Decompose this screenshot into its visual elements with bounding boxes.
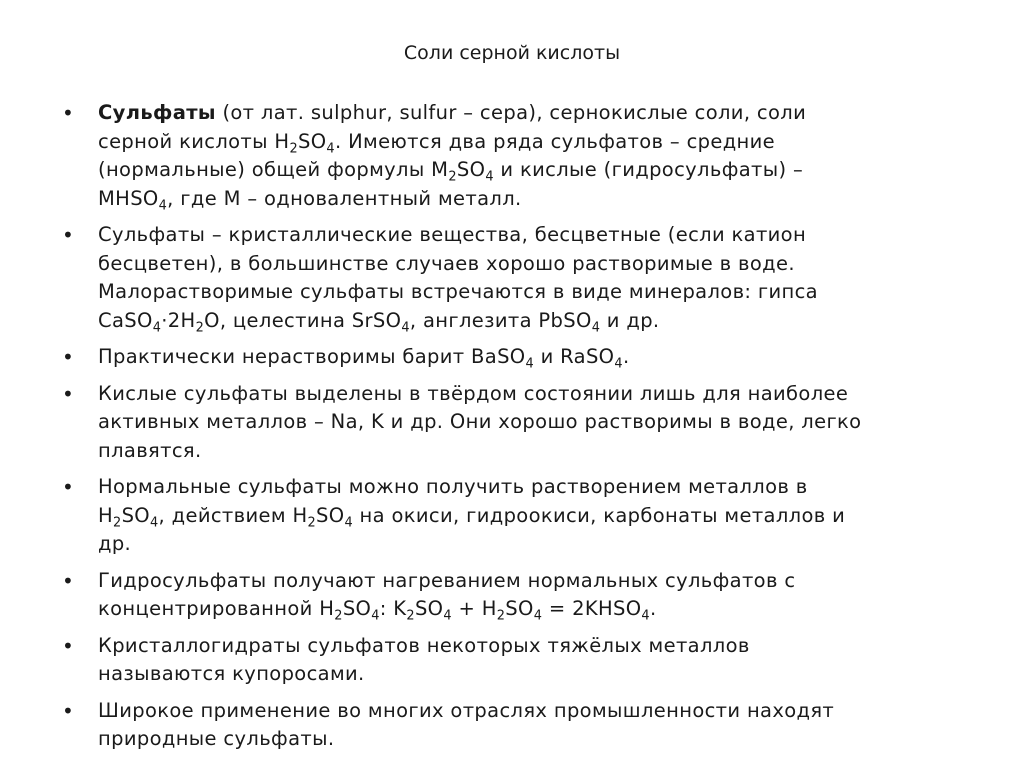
bullet-line: Практически нерастворимы барит BaSO$_4$ и RaSO$_4$. [98,345,630,372]
bullet-line: Кислые сульфаты выделены в твёрдом состоянии лишь для наиболее [98,381,849,405]
bullet-line: активных металлов – Na, K и др. Они хорошо растворимы в воде, легко [98,410,862,433]
bullet-line: Сульфаты (от лат. sulphur, sulfur – сера), сернокислые соли, соли [98,101,807,124]
bullet-line: $CaSO_4\cdot 2H_2O$, целестина SrSO$_4$, англезита PbSO$_4$ и др. [98,308,660,335]
bullet-line: Нормальные сульфаты можно получить растворением металлов в [98,475,808,498]
bullet-item [60,380,980,466]
bullet-item [60,473,980,559]
bullet-line: концентрированной $H_2SO_4$: $K_2SO_4 + H_2SO_4$ = $2KHSO_4$. [98,597,657,624]
bullet-item [60,221,980,335]
bullet-line: называются купоросами. [98,662,365,685]
bullet-line: $H_2SO_4$, действием $H_2SO_4$ на окиси, гидроокиси, карбонаты металлов и [98,503,846,530]
bullet-line: Кристаллогидраты сульфатов некоторых тяжёлых металлов [98,633,750,657]
bullet-dot-icon: • [62,698,75,723]
bullet-dot-icon: • [62,381,75,406]
bullet-line: $MHSO_4$, где M – одновалентный металл. [98,186,522,213]
bullet-dot-icon: • [62,475,75,499]
bullet-item [60,343,980,372]
bullet-line: др. [98,532,132,555]
bullet-dot-icon: • [62,101,75,125]
bullet-line: серной кислоты $H_2SO_4$. Имеются два ряда сульфатов – средние [98,129,776,156]
bullet-line: плавятся. [98,438,202,462]
bullet-line: Сульфаты – кристаллические вещества, бесцветные (если катион [98,223,807,246]
bullet-line: Широкое применение во многих отраслях промышленности находят [98,698,835,722]
bullet-dot-icon: • [62,223,75,247]
bullet-line: Гидросульфаты получают нагреванием нормальных сульфатов с [98,568,796,592]
bullet-line: бесцветен), в большинстве случаев хорошо растворимые в воде. [98,251,795,275]
slide-title: Соли серной кислоты [403,42,621,64]
bullet-item [60,632,980,689]
bullet-item [60,99,980,213]
bullet-line: Малорастворимые сульфаты встречаются в виде минералов: гипса [98,280,818,303]
bullet-dot-icon: • [62,633,75,658]
bullet-item [60,697,980,754]
bullet-item [60,567,980,624]
bullet-dot-icon: • [62,568,75,593]
bullet-dot-icon: • [62,345,75,369]
bullet-list [60,99,980,762]
bullet-line: (нормальные) общей формулы $M_2SO_4$ и кислые (гидросульфаты) – [98,158,804,185]
bullet-line: природные сульфаты. [98,727,335,750]
